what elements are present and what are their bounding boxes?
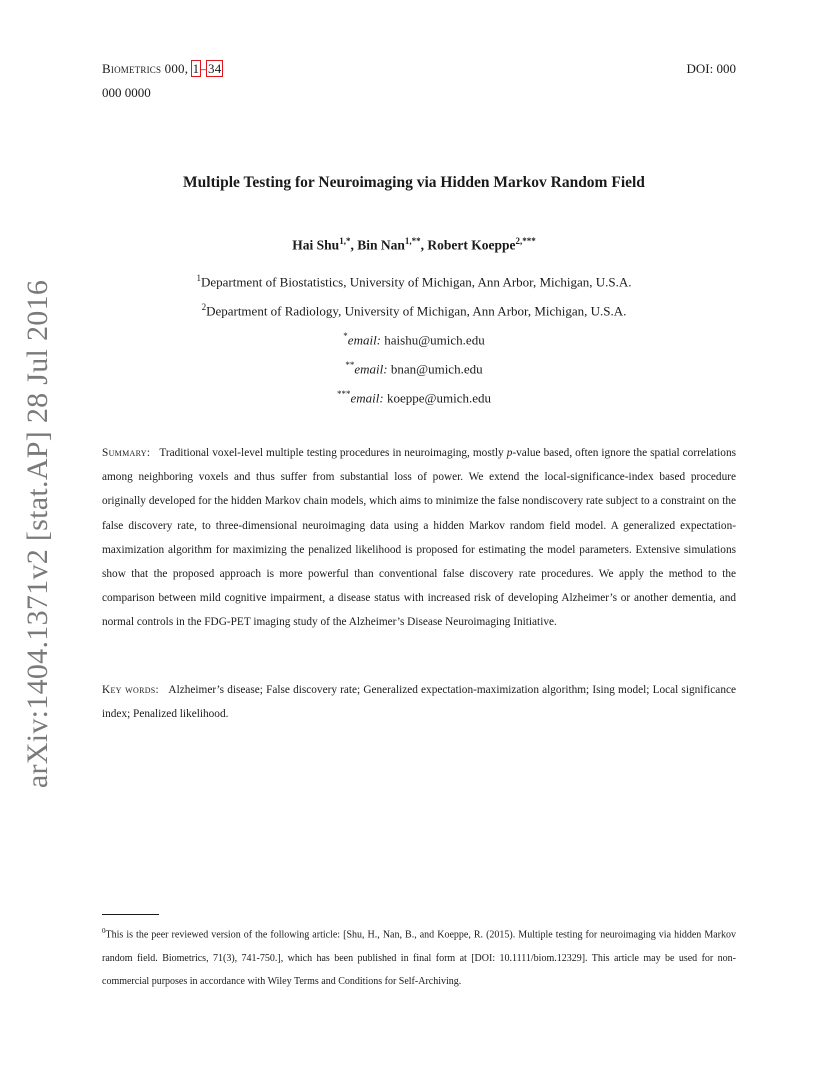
page-range-separator: – <box>200 61 208 76</box>
email-mark: * <box>343 331 348 341</box>
email-label: email: <box>350 390 384 406</box>
email-mark: ** <box>345 360 355 370</box>
author-mark: 1,* <box>339 236 351 246</box>
footnote <box>102 920 736 994</box>
email-line <box>0 331 828 348</box>
footnote-text: This is the peer reviewed version of the following article: [Shu, H., Nan, B., and Koeppe, R. (2015). Multiple testing for neuroimaging via hidden Markov random field. Biometrics, 71(3), 741-750.], which has been published in final form at [DOI: 10.1111/biom.12329]. This article may be used for non-commercial purposes in accordance with Wiley Terms and Conditions for Self-Archiving. <box>102 929 736 988</box>
email-label: email: <box>354 361 388 377</box>
page-last-link[interactable]: 34 <box>208 61 222 76</box>
keywords-text: Alzheimer’s disease; False discovery rate; Generalized expectation-maximization algorithm; Ising model; Local significance index; Penalized likelihood. <box>102 684 736 721</box>
email-address[interactable]: bnan@umich.edu <box>390 361 483 377</box>
keywords-paragraph <box>102 678 736 726</box>
email-address[interactable]: haishu@umich.edu <box>384 332 485 348</box>
paper-title: Multiple Testing for Neuroimaging via Hidden Markov Random Field <box>183 174 645 191</box>
summary-text-start: Traditional voxel-level multiple testing procedures in neuroimaging, mostly <box>159 447 507 459</box>
email-line <box>0 360 828 377</box>
author-name: Hai Shu <box>292 237 340 253</box>
summary-paragraph <box>102 441 736 635</box>
summary-text-rest: -value based, often ignore the spatial correlations among neighboring voxels and thus suffer from substantial loss of power. We extend the local-significance-index based procedure originally developed for the hidden Markov chain models, which aims to minimize the false nondiscovery rate subject to a constraint on the false discovery rate, to three-dimensional neuroimaging data using a hidden Markov random field model. A generalized expectation-maximization algorithm for maximizing the penalized likelihood is proposed for estimating the model parameters. Extensive simulations show that the proposed approach is more powerful than conventional false discovery rate procedures. We apply the method to the comparison between mild cognitive impairment, a disease status with increased risk of developing Alzheimer’s or another dementia, and normal controls in the FDG-PET imaging study of the Alzheimer’s Disease Neuroimaging Initiative. <box>102 447 736 629</box>
arxiv-stamp[interactable]: arXiv:1404.1371v2 [stat.AP] 28 Jul 2016 <box>21 279 54 789</box>
author-mark: 1,** <box>404 236 421 246</box>
affiliation-mark: 1 <box>196 273 201 283</box>
email-line <box>0 389 828 406</box>
email-label: email: <box>347 332 382 348</box>
journal-name: Biometrics 000, <box>102 61 189 76</box>
summary-heading: Summary: <box>102 447 151 459</box>
journal-header <box>102 61 222 77</box>
email-address[interactable]: koeppe@umich.edu <box>386 390 491 406</box>
page-first-link[interactable]: 1 <box>192 61 200 76</box>
footnote-rule <box>102 914 159 915</box>
keywords-heading: Key words: <box>102 684 159 696</box>
affiliation-mark: 2 <box>201 302 207 312</box>
author-mark: 2,*** <box>515 236 536 246</box>
affiliation-text: Department of Radiology, University of Michigan, Ann Arbor, Michigan, U.S.A. <box>206 303 627 319</box>
affiliation-text: Department of Biostatistics, University of Michigan, Ann Arbor, Michigan, U.S.A. <box>200 274 632 290</box>
email-mark: *** <box>337 389 351 399</box>
summary-italic-p: p <box>506 447 513 459</box>
author-name: Bin Nan <box>357 237 405 253</box>
footnote-mark: 0 <box>102 927 106 935</box>
affiliation <box>0 302 828 319</box>
author-list: Hai Shu$^{1,*}$, Bin Nan$^{1,**}$, Robert Koeppe$^{2,***}$ <box>292 236 536 253</box>
issue-subline: 000 0000 <box>102 85 151 100</box>
affiliation <box>0 273 828 290</box>
author-name: Robert Koeppe <box>427 237 516 253</box>
doi-label: DOI: 000 <box>686 61 736 76</box>
